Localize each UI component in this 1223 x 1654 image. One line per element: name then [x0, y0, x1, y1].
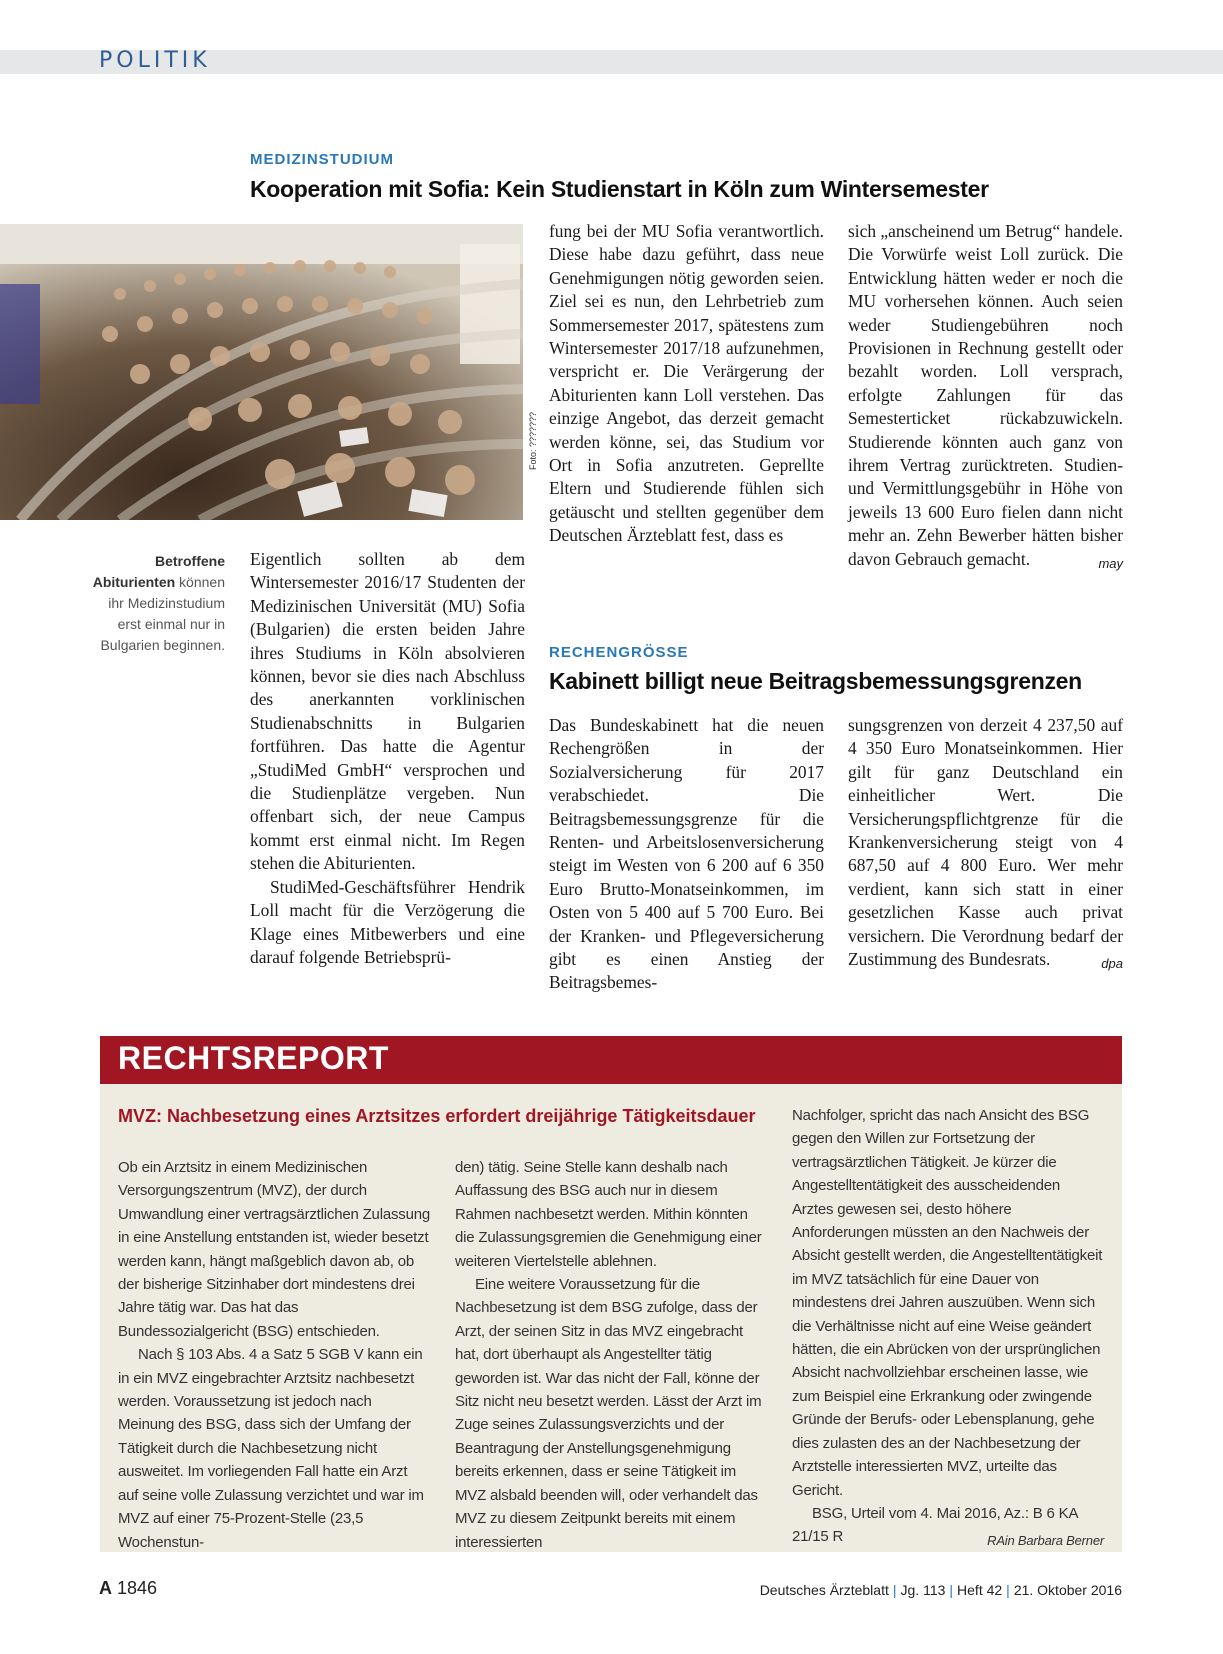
rechtsreport-paragraph-1: Ob ein Arztsitz in einem Medizinischen Versorgungszentrum (MVZ), der durch Umwandlung einer vertragsärztlichen Zulassung in eine Anstellung entstanden ist, wieder besetzt werden kann, hängt maßgeblich davon ab, ob der bisherige Sitzinhaber dort mindestens drei Jahre tätig war. Das hat das Bundessozialgericht (BSG) entschieden.	[118, 1159, 430, 1340]
article1-column-3-text	[848, 220, 1123, 571]
journal-info	[760, 1582, 1122, 1598]
section-label: POLITIK	[99, 48, 211, 73]
article1-column-1	[250, 548, 525, 969]
rechtsreport-header: RECHTSREPORT	[118, 1040, 389, 1076]
rechtsreport-paragraph-5: Nachfolger, spricht das nach Ansicht des BSG gegen den Willen zur Fortsetzung der vertragsärztlichen Tätigkeit. Je kürzer die Angestelltentätigkeit des ausscheidenden Arztes gewesen sei, desto höhere Anforderungen müssten an den Nachweis der Absicht gestellt werden, die Angestelltentätigkeit im MVZ tatsächlich für eine Dauer von mindestens drei Jahren auszuüben. Wenn sich die Verhältnisse nicht auf eine Weise geändert hätten, die ein Abrücken von der ursprünglichen Absicht nachvollziehbar erscheinen lasse, wie zum Beispiel eine Erkrankung oder zwingende Gründe der Berufs- oder Lebensplanung, gehe dies zulasten des an der Nachbesetzung der Arztstelle interessierten MVZ, urteilte das Gericht.	[792, 1107, 1103, 1499]
separator: |	[892, 1582, 897, 1598]
article2-headline: Kabinett billigt neue Beitragsbemessungsgrenzen	[549, 668, 1082, 694]
lecture-hall-photo	[0, 224, 523, 520]
rechtsreport-column-3	[792, 1104, 1104, 1553]
article1-column-3-body: sich „anscheinend um Betrug“ handele. Die Vorwürfe weist Loll zurück. Die Entwicklung hätten weder er noch die MU vorhersehen können. Auch seien weder Studiengebühren noch Provisionen in Rechnung gestellt oder bezahlt worden. Loll versprach, erfolgte Zahlungen für das Semesterticket rückabzuwickeln. Studierende könnten auch ganz von ihrem Vertrag zurücktreten. Studien- und Vermittlungsgebühr in Höhe von jeweils 13 600 Euro fielen dann nicht mehr an. Zehn Bewerber hätten bisher davon Gebrauch gemacht.	[848, 221, 1123, 569]
article1-paragraph-2-start: StudiMed-Geschäftsführer Hendrik Loll macht für die Verzögerung die Klage eines Mitbewerbers und eine darauf folgende Betriebsprü-	[250, 876, 525, 967]
article2-column-1	[549, 714, 824, 995]
article2-column-2-body: sungsgrenzen von derzeit 4 237,50 auf 4 350 Euro Monatseinkommen. Hier gilt für ganz Deutschland ein einheitlicher Wert. Die Versicherungspflichtgrenze für die Krankenversicherung steigt von 4 687,50 auf 4 800 Euro. Wer mehr verdient, kann sich statt in einer gesetzlichen Kasse auch privat versichern. Die Verordnung bedarf der Zustimmung des Bundesrats.	[848, 715, 1123, 970]
article1-signature: may	[1098, 555, 1123, 571]
article1-paragraph-1: Eigentlich sollten ab dem Wintersemester 2016/17 Studenten der Medizinischen Universität (MU) Sofia (Bulgarien) die ersten beiden Jahre ihres Studiums in Köln absolvieren können, bevor sie dies nach Abschluss des anerkannten vorklinischen Studienabschnitts in Bulgarien fortführen. Das hatte die Agentur „StudiMed GmbH“ versprochen und die Studienplätze vergeben. Nun offenbart sich, der neue Campus kommt erst einmal nicht. Im Regen stehen die Abiturienten.	[250, 549, 525, 874]
lecture-hall-illustration	[0, 224, 523, 520]
page-number-value: 1846	[117, 1578, 158, 1598]
article1-headline: Kooperation mit Sofia: Kein Studienstart in Köln zum Wintersemester	[250, 176, 989, 202]
article2-signature: dpa	[1101, 956, 1123, 972]
caption-bold: Betroffene Abiturienten	[92, 553, 225, 590]
article2-kicker: RECHENGRÖSSE	[549, 644, 689, 661]
rechtsreport-citation	[792, 1502, 1104, 1549]
separator: |	[949, 1582, 954, 1598]
rechtsreport-paragraph-2: Nach § 103 Abs. 4 a Satz 5 SGB V kann ein in ein MVZ eingebrachter Arztsitz nachbesetzt werden. Voraussetzung ist jedoch nach Meinung des BSG, dass sich der Umfang der Tätigkeit durch die Nachbesetzung nicht ausweitet. Im vorliegenden Fall hatte ein Arzt auf seine volle Zulassung verzichtet und war im MVZ auf einer 75-Prozent-Stelle (23,5 Wochenstun-	[118, 1346, 424, 1551]
journal-volume: Jg. 113	[900, 1582, 946, 1598]
page-prefix: A	[99, 1578, 112, 1598]
article1-column-3	[848, 220, 1123, 575]
article1-column-2-text: fung bei der MU Sofia verantwortlich. Diese habe dazu geführt, dass neue Genehmigungen nötig geworden seien. Ziel sei es nun, den Lehrbetrieb zum Sommersemester 2017, spätestens zum Wintersemester 2017/18 aufzunehmen, verspricht er. Die Verärgerung der Abiturienten kann Loll verstehen. Das einzige Angebot, das derzeit gemacht werden könne, sei, das Studium vor Ort in Sofia anzutreten. Geprellte Eltern und Studierende fühlen sich getäuscht und stellten gegenüber dem Deutschen Ärzteblatt fest, dass es	[549, 221, 824, 546]
rechtsreport-signature: RAin Barbara Berner	[987, 1533, 1104, 1549]
rechtsreport-column-2	[455, 1156, 767, 1554]
rechtsreport-paragraph-3: den) tätig. Seine Stelle kann deshalb nach Auffassung des BSG auch nur in diesem Rahmen nachbesetzt werden. Mithin könnten die Zulassungsgremien die Genehmigung einer weiteren Viertelstelle ablehnen.	[455, 1159, 762, 1270]
rechtsreport-paragraph-4: Eine weitere Voraussetzung für die Nachbesetzung ist dem BSG zufolge, dass der Arzt, der seinen Sitz in das MVZ eingebracht hat, dort überhaupt als Angestellter tätig geworden ist. War das nicht der Fall, könne der Sitz nicht neu besetzt werden. Lässt der Arzt im Zuge seines Zulassungsverzichts und der Beantragung der Anstellungsgenehmigung bereits erkennen, dass er seine Tätigkeit im MVZ alsbald beenden will, oder verhandelt das MVZ zu diesem Zeitpunkt bereits mit einem interessierten	[455, 1276, 762, 1551]
photo-credit: Foto: ???????	[528, 411, 538, 470]
rechtsreport-citation-text: BSG, Urteil vom 4. Mai 2016, Az.: B 6 KA 21/15 R	[792, 1504, 1078, 1546]
photo-caption	[88, 551, 225, 656]
rechtsreport-title: MVZ: Nachbesetzung eines Arztsitzes erfordert dreijährige Tätigkeitsdauer	[118, 1106, 756, 1126]
caption-text: können ihr Medizinstudium erst einmal nur in Bulgarien beginnen.	[100, 574, 225, 653]
article1-column-2	[549, 220, 824, 548]
journal-issue: Heft 42	[957, 1582, 1003, 1598]
rechtsreport-column-1	[118, 1156, 430, 1554]
article2-column-2-text	[848, 714, 1123, 971]
journal-name: Deutsches Ärzteblatt	[759, 1582, 889, 1598]
article2-column-2	[848, 714, 1123, 975]
separator: |	[1006, 1582, 1010, 1598]
article2-column-1-text: Das Bundeskabinett hat die neuen Rechengrößen in der Sozialversicherung für 2017 verabschiedet. Die Beitragsbemessungsgrenze für die Renten- und Arbeitslosenversicherung steigt im Westen von 6 200 auf 6 350 Euro Brutto-Monatseinkommen, im Osten von 5 400 auf 5 700 Euro. Bei der Kranken- und Pflegeversicherung gibt es einen Anstieg der Beitragsbemes-	[549, 715, 824, 993]
article1-kicker: MEDIZINSTUDIUM	[250, 151, 394, 168]
journal-date: 21. Oktober 2016	[1013, 1582, 1122, 1598]
page-number	[99, 1578, 157, 1599]
